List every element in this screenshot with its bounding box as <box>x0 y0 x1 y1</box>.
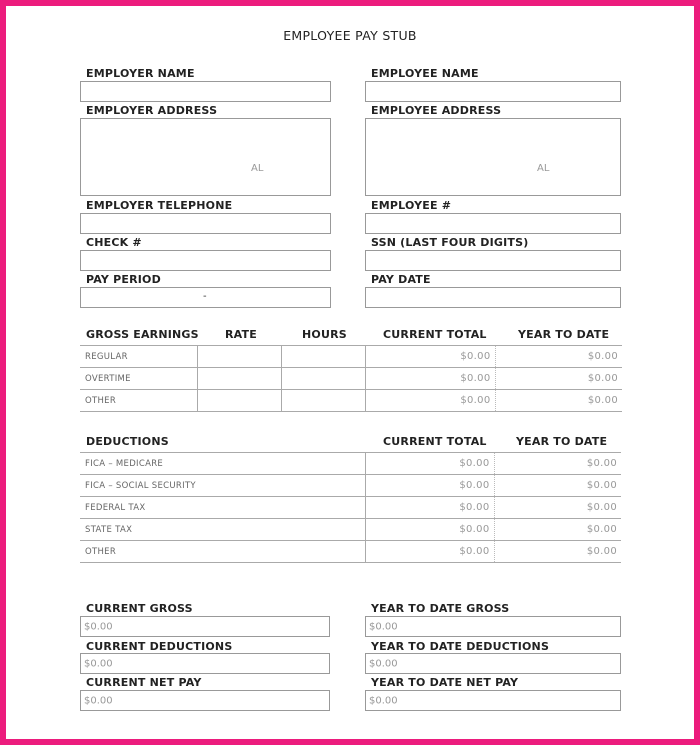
deduction-row-name: STATE TAX <box>80 519 365 541</box>
table-row <box>80 519 621 541</box>
ytd-net-pay-field[interactable] <box>365 690 621 711</box>
deduction-row-name: FEDERAL TAX <box>80 497 365 519</box>
pay-period-field[interactable] <box>80 287 331 308</box>
current-deductions-value: $0.00 <box>84 658 113 669</box>
table-row <box>80 346 622 368</box>
ytd-net-pay-label: YEAR TO DATE NET PAY <box>371 676 519 689</box>
deduction-row-name: OTHER <box>80 541 365 563</box>
ytd-cell[interactable]: $0.00 <box>495 346 622 368</box>
current-total-cell[interactable]: $0.00 <box>365 541 494 563</box>
table-row <box>80 368 622 390</box>
ytd-cell[interactable]: $0.00 <box>494 519 621 541</box>
employer-name-label: EMPLOYER NAME <box>86 67 195 80</box>
current-total-cell[interactable]: $0.00 <box>365 475 494 497</box>
current-deductions-label: CURRENT DEDUCTIONS <box>86 640 233 653</box>
pay-date-label: PAY DATE <box>371 273 431 286</box>
earnings-header-hours: HOURS <box>302 328 347 341</box>
page-title: EMPLOYEE PAY STUB <box>283 28 417 43</box>
current-net-pay-field[interactable] <box>80 690 330 711</box>
ssn-label: SSN (LAST FOUR DIGITS) <box>371 236 529 249</box>
pay-period-separator: - <box>203 291 207 302</box>
current-gross-label: CURRENT GROSS <box>86 602 193 615</box>
current-net-pay-value: $0.00 <box>84 695 113 706</box>
table-row <box>80 497 621 519</box>
hours-cell[interactable] <box>281 390 365 412</box>
current-total-cell[interactable]: $0.00 <box>365 519 494 541</box>
check-number-field[interactable] <box>80 250 331 271</box>
ytd-cell[interactable]: $0.00 <box>494 541 621 563</box>
ytd-cell[interactable]: $0.00 <box>495 368 622 390</box>
earnings-header-ytd: YEAR TO DATE <box>518 328 610 341</box>
employer-telephone-label: EMPLOYER TELEPHONE <box>86 199 233 212</box>
earnings-header-rate: RATE <box>225 328 257 341</box>
earnings-row-name: OVERTIME <box>80 368 197 390</box>
check-number-label: CHECK # <box>86 236 142 249</box>
employer-state-text: AL <box>251 163 264 174</box>
ytd-cell[interactable]: $0.00 <box>495 390 622 412</box>
ytd-deductions-field[interactable] <box>365 653 621 674</box>
employee-number-label: EMPLOYEE # <box>371 199 452 212</box>
ytd-net-pay-value: $0.00 <box>369 695 398 706</box>
employer-name-field[interactable] <box>80 81 331 102</box>
table-row <box>80 390 622 412</box>
employee-name-label: EMPLOYEE NAME <box>371 67 479 80</box>
employee-name-field[interactable] <box>365 81 621 102</box>
employer-address-field[interactable] <box>80 118 331 196</box>
ytd-deductions-label: YEAR TO DATE DEDUCTIONS <box>371 640 550 653</box>
employee-state-text: AL <box>537 163 550 174</box>
ytd-cell[interactable]: $0.00 <box>494 497 621 519</box>
rate-cell[interactable] <box>197 346 281 368</box>
ytd-cell[interactable]: $0.00 <box>494 475 621 497</box>
pay-period-label: PAY PERIOD <box>86 273 161 286</box>
current-total-cell[interactable]: $0.00 <box>365 497 494 519</box>
ssn-field[interactable] <box>365 250 621 271</box>
current-total-cell[interactable]: $0.00 <box>365 368 495 390</box>
hours-cell[interactable] <box>281 368 365 390</box>
deductions-header-ytd: YEAR TO DATE <box>516 435 608 448</box>
employer-address-label: EMPLOYER ADDRESS <box>86 104 218 117</box>
table-row <box>80 541 621 563</box>
deductions-header-name: DEDUCTIONS <box>86 435 169 448</box>
earnings-row-name: OTHER <box>80 390 197 412</box>
deduction-row-name: FICA – SOCIAL SECURITY <box>80 475 365 497</box>
earnings-row-name: REGULAR <box>80 346 197 368</box>
ytd-gross-value: $0.00 <box>369 621 398 632</box>
employee-number-field[interactable] <box>365 213 621 234</box>
ytd-gross-field[interactable] <box>365 616 621 637</box>
current-total-cell[interactable]: $0.00 <box>365 346 495 368</box>
table-row <box>80 453 621 475</box>
employee-address-label: EMPLOYEE ADDRESS <box>371 104 502 117</box>
ytd-gross-label: YEAR TO DATE GROSS <box>371 602 510 615</box>
rate-cell[interactable] <box>197 368 281 390</box>
deductions-header-current: CURRENT TOTAL <box>383 435 487 448</box>
hours-cell[interactable] <box>281 346 365 368</box>
earnings-header-name: GROSS EARNINGS <box>86 328 199 341</box>
ytd-cell[interactable]: $0.00 <box>494 453 621 475</box>
earnings-header-current: CURRENT TOTAL <box>383 328 487 341</box>
current-total-cell[interactable]: $0.00 <box>365 390 495 412</box>
ytd-deductions-value: $0.00 <box>369 658 398 669</box>
deductions-table <box>80 452 621 563</box>
current-gross-value: $0.00 <box>84 621 113 632</box>
earnings-table <box>80 345 622 412</box>
current-total-cell[interactable]: $0.00 <box>365 453 494 475</box>
current-net-pay-label: CURRENT NET PAY <box>86 676 202 689</box>
deduction-row-name: FICA – MEDICARE <box>80 453 365 475</box>
pay-date-field[interactable] <box>365 287 621 308</box>
employer-telephone-field[interactable] <box>80 213 331 234</box>
employee-address-field[interactable] <box>365 118 621 196</box>
current-gross-field[interactable] <box>80 616 330 637</box>
rate-cell[interactable] <box>197 390 281 412</box>
current-deductions-field[interactable] <box>80 653 330 674</box>
table-row <box>80 475 621 497</box>
